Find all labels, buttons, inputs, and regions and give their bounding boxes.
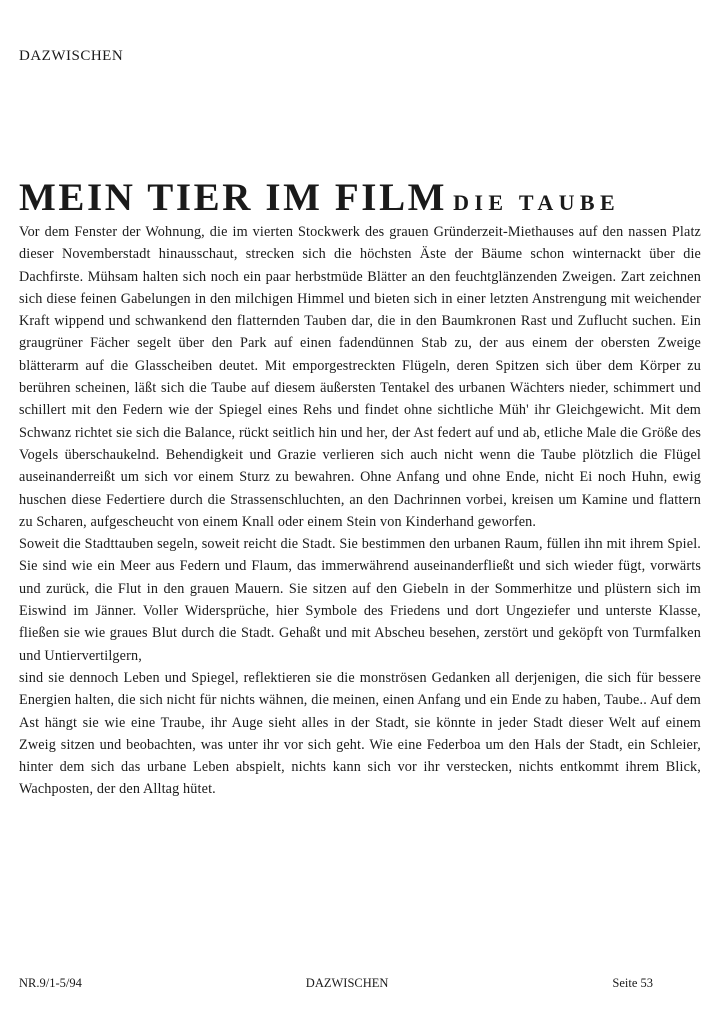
title-main: MEIN TIER IM FILM [19,176,448,219]
paragraph: Soweit die Stadttauben segeln, soweit reicht die Stadt. Sie bestimmen den urbanen Raum, füllen ihn mit ihrem Spiel. Sie sind wie ein Meer aus Federn und Flaum, das immerwährend auseinanderfließt und sich wieder fügt, vorwärts und zurück, die Flut in den grauen Mauern. Sie sitzen auf den Giebeln in der Sommerhitze und plüstern sich im Eiswind im Jänner. Voller Widersprüche, hier Symbole des Friedens und dort Ungeziefer und unterste Klasse, fließen sie wie graues Blut durch die Stadt. Gehaßt und mit Abscheu besehen, zerstört und geköpft von Turmfalken und Untiervertilgern, [19,536,701,664]
title-subtitle: DIE TAUBE [453,190,621,215]
running-head: DAZWISCHEN [19,48,124,64]
page-number: Seite 53 [612,976,653,990]
paragraph: Vor dem Fenster der Wohnung, die im vierten Stockwerk des grauen Gründerzeit-Miethauses auf den nassen Platz dieser Novemberstadt hinausschaut, strecken sich die höchsten Äste der Bäume schon winternackt über die Dachfirste. Mühsam halten sich noch ein paar herbstmüde Blätter an den feuchtglänzenden Zweigen. Zart zeichnen sich diese feinen Gabelungen in den milchigen Himmel und bieten sich in einer letzten Anstrengung mit weichender Kraft wippend und schwankend den flatternden Tauben dar, die in den Baumkronen Rast und Zuflucht suchen. Ein graugrüner Fächer segelt über den Park auf einen fadendünnen Stab zu, der aus einem der obersten Zweige blätterarm auf die Glasscheiben deutet. Mit emporgestreckten Flügeln, deren Spitzen sich über dem Körper zu berühren scheinen, läßt sich die Taube auf diesem äußersten Tentakel des urbanen Wächters nieder, schimmert und schillert mit den Federn wie der Spiegel eines Rehs und findet ohne sichtliche Müh' ihr Gleichgewicht. Mit dem Schwanz richtet sie sich die Balance, rückt seitlich hin und her, der Ast federt auf und ab, etliche Male die Größe des Vogels überschaukelnd. Behendigkeit und Grazie verlieren sich auch nicht wenn die Taube plötzlich die Flügel auseinanderreißt um sich vor einem Sturz zu bewahren. Ohne Anfang und ohne Ende, nicht Ei noch Huhn, ewig huschen diese Federtiere durch die Strassenschluchten, an den Dachrinnen vorbei, kreisen um Kamine und flattern zu Scharen, aufgescheucht von einem Knall oder einem Stein von Kinderhand geworfen. [19,224,701,530]
article-title [19,178,620,217]
paragraph: sind sie dennoch Leben und Spiegel, reflektieren sie die monströsen Gedanken all derjenigen, die sich für bessere Energien halten, die sich nicht für nichts wähnen, die meinen, einen Anfang und ein Ende zu haben, Taube.. Auf dem Ast hängt sie wie eine Traube, ihr Auge sieht alles in der Stadt, sie könnte in jeder Stadt dieser Welt auf einem Zweig sitzen und beobachten, was unter ihr vor sich geht. Wie eine Federboa um den Hals der Stadt, ein Schleier, hinter dem sich das urbane Leben abspielt, nichts kann sich vor ihr verstecken, nichts entkommt ihrem Blick, Wachposten, der den Alltag hütet. [19,669,701,798]
issue-number: NR.9/1-5/94 [19,976,82,990]
page-footer [19,976,653,991]
article-body [19,221,701,801]
footer-magazine-name: DAZWISCHEN [305,976,389,990]
